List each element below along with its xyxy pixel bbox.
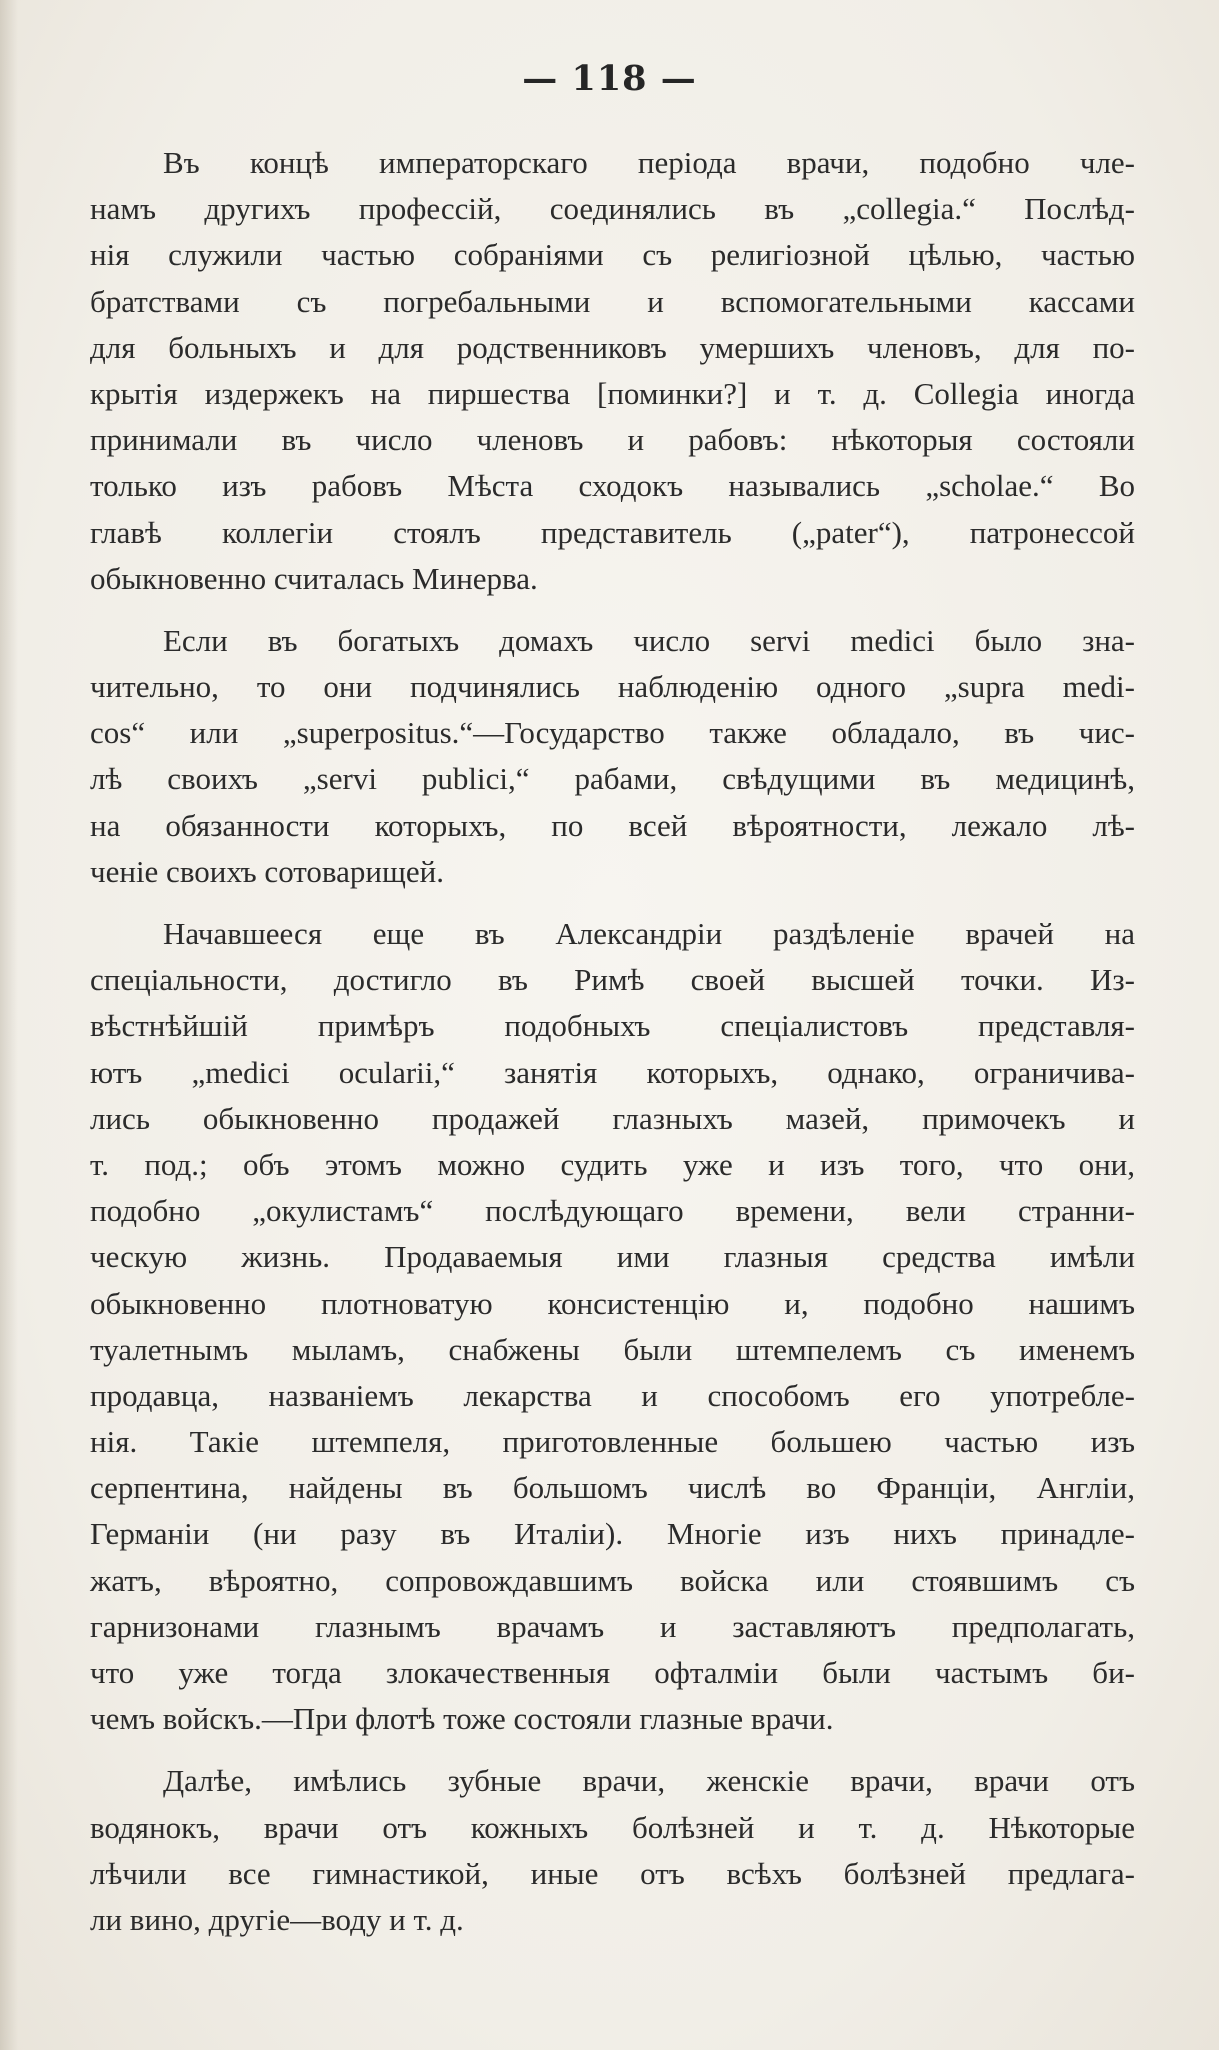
- text-line: лѣчили все гимнастикой, иные отъ всѣхъ болѣзней предлага-: [90, 1855, 1135, 1891]
- text-line: продавца, названіемъ лекарства и способомъ его употребле-: [90, 1377, 1135, 1413]
- text-line: для больныхъ и для родственниковъ умершихъ членовъ, для по-: [90, 329, 1135, 365]
- text-line: ютъ „medici ocularii,“ занятія которыхъ, однако, ограничива-: [90, 1054, 1135, 1090]
- text-line: серпентина, найдены въ большомъ числѣ во Франціи, Англіи,: [90, 1470, 1135, 1506]
- text-line: чемъ войскъ.—При флотѣ тоже состояли глазные врачи.: [90, 1701, 834, 1737]
- text-line: принимали въ число членовъ и рабовъ: нѣкоторыя состояли: [90, 422, 1135, 458]
- paragraph-collegia: [90, 140, 1135, 602]
- text-line: cos“ или „superpositus.“—Государство также обладало, въ чис-: [90, 715, 1135, 751]
- text-line: вѣстнѣйшій примѣръ подобныхъ спеціалистовъ представля-: [90, 1008, 1135, 1044]
- text-line: лѣ своихъ „servi publici,“ рабами, свѣдущими въ медицинѣ,: [90, 761, 1135, 797]
- text-line: главѣ коллегіи стоялъ представитель („pater“), патронессой: [90, 514, 1135, 550]
- text-line: Если въ богатыхъ домахъ число servi medici было зна-: [163, 622, 1135, 658]
- text-line: братствами съ погребальными и вспомогательными кассами: [90, 283, 1135, 319]
- text-line: водянокъ, врачи отъ кожныхъ болѣзней и т. д. Нѣкоторые: [90, 1809, 1135, 1845]
- text-line: крытія издержекъ на пиршества [поминки?] и т. д. Collegia иногда: [90, 375, 1135, 411]
- text-line: жатъ, вѣроятно, сопровождавшимъ войска или стоявшимъ съ: [90, 1562, 1135, 1598]
- text-line: обыкновенно считалась Минерва.: [90, 560, 538, 596]
- text-line: Германіи (ни разу въ Италіи). Многіе изъ нихъ принадле-: [90, 1516, 1135, 1552]
- text-line: на обязанности которыхъ, по всей вѣроятности, лежало лѣ-: [90, 807, 1135, 843]
- text-line: ли вино, другіе—воду и т. д.: [90, 1901, 464, 1937]
- text-line: Начавшееся еще въ Александріи раздѣленіе врачей на: [163, 916, 1135, 951]
- text-line: подобно „окулистамъ“ послѣдующаго времени, вели странни-: [90, 1193, 1135, 1229]
- text-line: чительно, то они подчинялись наблюденію одного „supra medi-: [90, 669, 1135, 705]
- page-number: — 118 —: [522, 58, 697, 99]
- text-line: нія служили частью собраніями съ религіозной цѣлью, частью: [90, 237, 1135, 273]
- text-line: ченіе своихъ сотоварищей.: [90, 853, 444, 889]
- paragraph-specialties: [90, 911, 1135, 1742]
- text-line: намъ другихъ профессій, соединялись въ „collegia.“ Послѣд-: [90, 191, 1135, 227]
- text-body: [90, 140, 1135, 1959]
- text-line: спеціальности, достигло въ Римѣ своей высшей точки. Из-: [90, 962, 1135, 998]
- text-line: Далѣе, имѣлись зубные врачи, женскіе врачи, врачи отъ: [163, 1763, 1135, 1799]
- text-line: что уже тогда злокачественныя офталміи были частымъ би-: [90, 1655, 1135, 1690]
- text-line: туалетнымъ мыламъ, снабжены были штемпелемъ съ именемъ: [90, 1331, 1135, 1367]
- text-line: нія. Такіе штемпеля, приготовленные большею частью изъ: [90, 1424, 1135, 1460]
- text-line: только изъ рабовъ Мѣста сходокъ назывались „scholae.“ Во: [90, 468, 1135, 504]
- text-line: Въ концѣ императорскаго періода врачи, подобно чле-: [163, 145, 1135, 180]
- text-line: гарнизонами глазнымъ врачамъ и заставляютъ предполагать,: [90, 1608, 1135, 1644]
- text-line: т. под.; объ этомъ можно судить уже и изъ того, что они,: [90, 1146, 1135, 1182]
- text-line: лись обыкновенно продажей глазныхъ мазей, примочекъ и: [90, 1100, 1135, 1136]
- paragraph-other-doctors: [90, 1758, 1135, 1943]
- paragraph-servi-medici: [90, 618, 1135, 895]
- text-line: обыкновенно плотноватую консистенцію и, подобно нашимъ: [90, 1285, 1135, 1321]
- text-line: ческую жизнь. Продаваемыя ими глазныя средства имѣли: [90, 1239, 1135, 1275]
